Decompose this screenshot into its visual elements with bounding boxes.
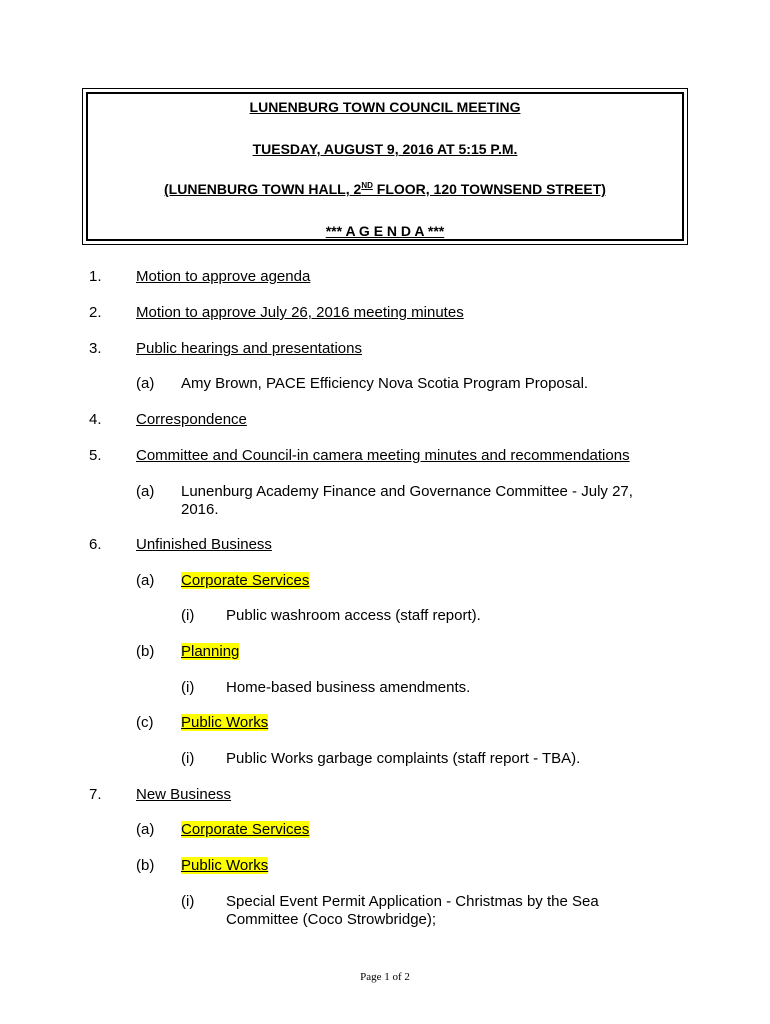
- item-number: 4.: [89, 411, 102, 428]
- sub-item: Amy Brown, PACE Efficiency Nova Scotia Program Proposal.: [181, 375, 589, 392]
- sub-item-highlighted: Planning: [181, 643, 240, 660]
- agenda-item: New Business: [136, 786, 232, 803]
- sub-item-highlighted: Corporate Services: [181, 821, 310, 838]
- sub-item-letter: (a): [136, 483, 155, 500]
- meeting-date: TUESDAY, AUGUST 9, 2016 AT 5:15 P.M.: [252, 141, 518, 157]
- agenda-item: Correspondence: [136, 411, 247, 428]
- agenda-item: Motion to approve agenda: [136, 268, 311, 285]
- sub-sub-item-roman: (i): [181, 893, 195, 910]
- sub-sub-item-roman: (i): [181, 679, 195, 696]
- item-number: 6.: [89, 536, 102, 553]
- meeting-location: (LUNENBURG TOWN HALL, 2ND FLOOR, 120 TOWNSEND STREET): [164, 181, 606, 197]
- item-number: 2.: [89, 304, 102, 321]
- item-number: 7.: [89, 786, 102, 803]
- agenda-item: Motion to approve July 26, 2016 meeting minutes: [136, 304, 464, 321]
- sub-item: Lunenburg Academy Finance and Governance Committee - July 27,: [181, 483, 633, 500]
- sub-item-letter: (c): [136, 714, 154, 731]
- agenda-item: Unfinished Business: [136, 536, 272, 553]
- sub-item-letter: (a): [136, 375, 155, 392]
- item-number: 1.: [89, 268, 102, 285]
- meeting-title: LUNENBURG TOWN COUNCIL MEETING: [249, 99, 521, 115]
- agenda-heading: *** A G E N D A ***: [325, 223, 445, 239]
- item-number: 3.: [89, 340, 102, 357]
- sub-item-highlighted: Corporate Services: [181, 572, 310, 589]
- sub-sub-item-continued: Committee (Coco Strowbridge);: [226, 911, 437, 928]
- sub-item-letter: (a): [136, 821, 155, 838]
- agenda-header-box: [82, 88, 688, 245]
- sub-item-letter: (b): [136, 857, 155, 874]
- sub-item-highlighted: Public Works: [181, 857, 269, 874]
- sub-item-letter: (a): [136, 572, 155, 589]
- sub-item-letter: (b): [136, 643, 155, 660]
- item-number: 5.: [89, 447, 102, 464]
- sub-sub-item: Public washroom access (staff report).: [226, 607, 481, 624]
- sub-sub-item: Public Works garbage complaints (staff report - TBA).: [226, 750, 581, 767]
- sub-sub-item: Special Event Permit Application - Christmas by the Sea: [226, 893, 599, 910]
- sub-sub-item-roman: (i): [181, 750, 195, 767]
- agenda-item: Public hearings and presentations: [136, 340, 362, 357]
- sub-sub-item-roman: (i): [181, 607, 195, 624]
- agenda-item: Committee and Council-in camera meeting minutes and recommendations: [136, 447, 630, 464]
- sub-item-highlighted: Public Works: [181, 714, 269, 731]
- sub-sub-item: Home-based business amendments.: [226, 679, 471, 696]
- sub-item-continued: 2016.: [181, 501, 219, 518]
- page-number: Page 1 of 2: [360, 971, 410, 983]
